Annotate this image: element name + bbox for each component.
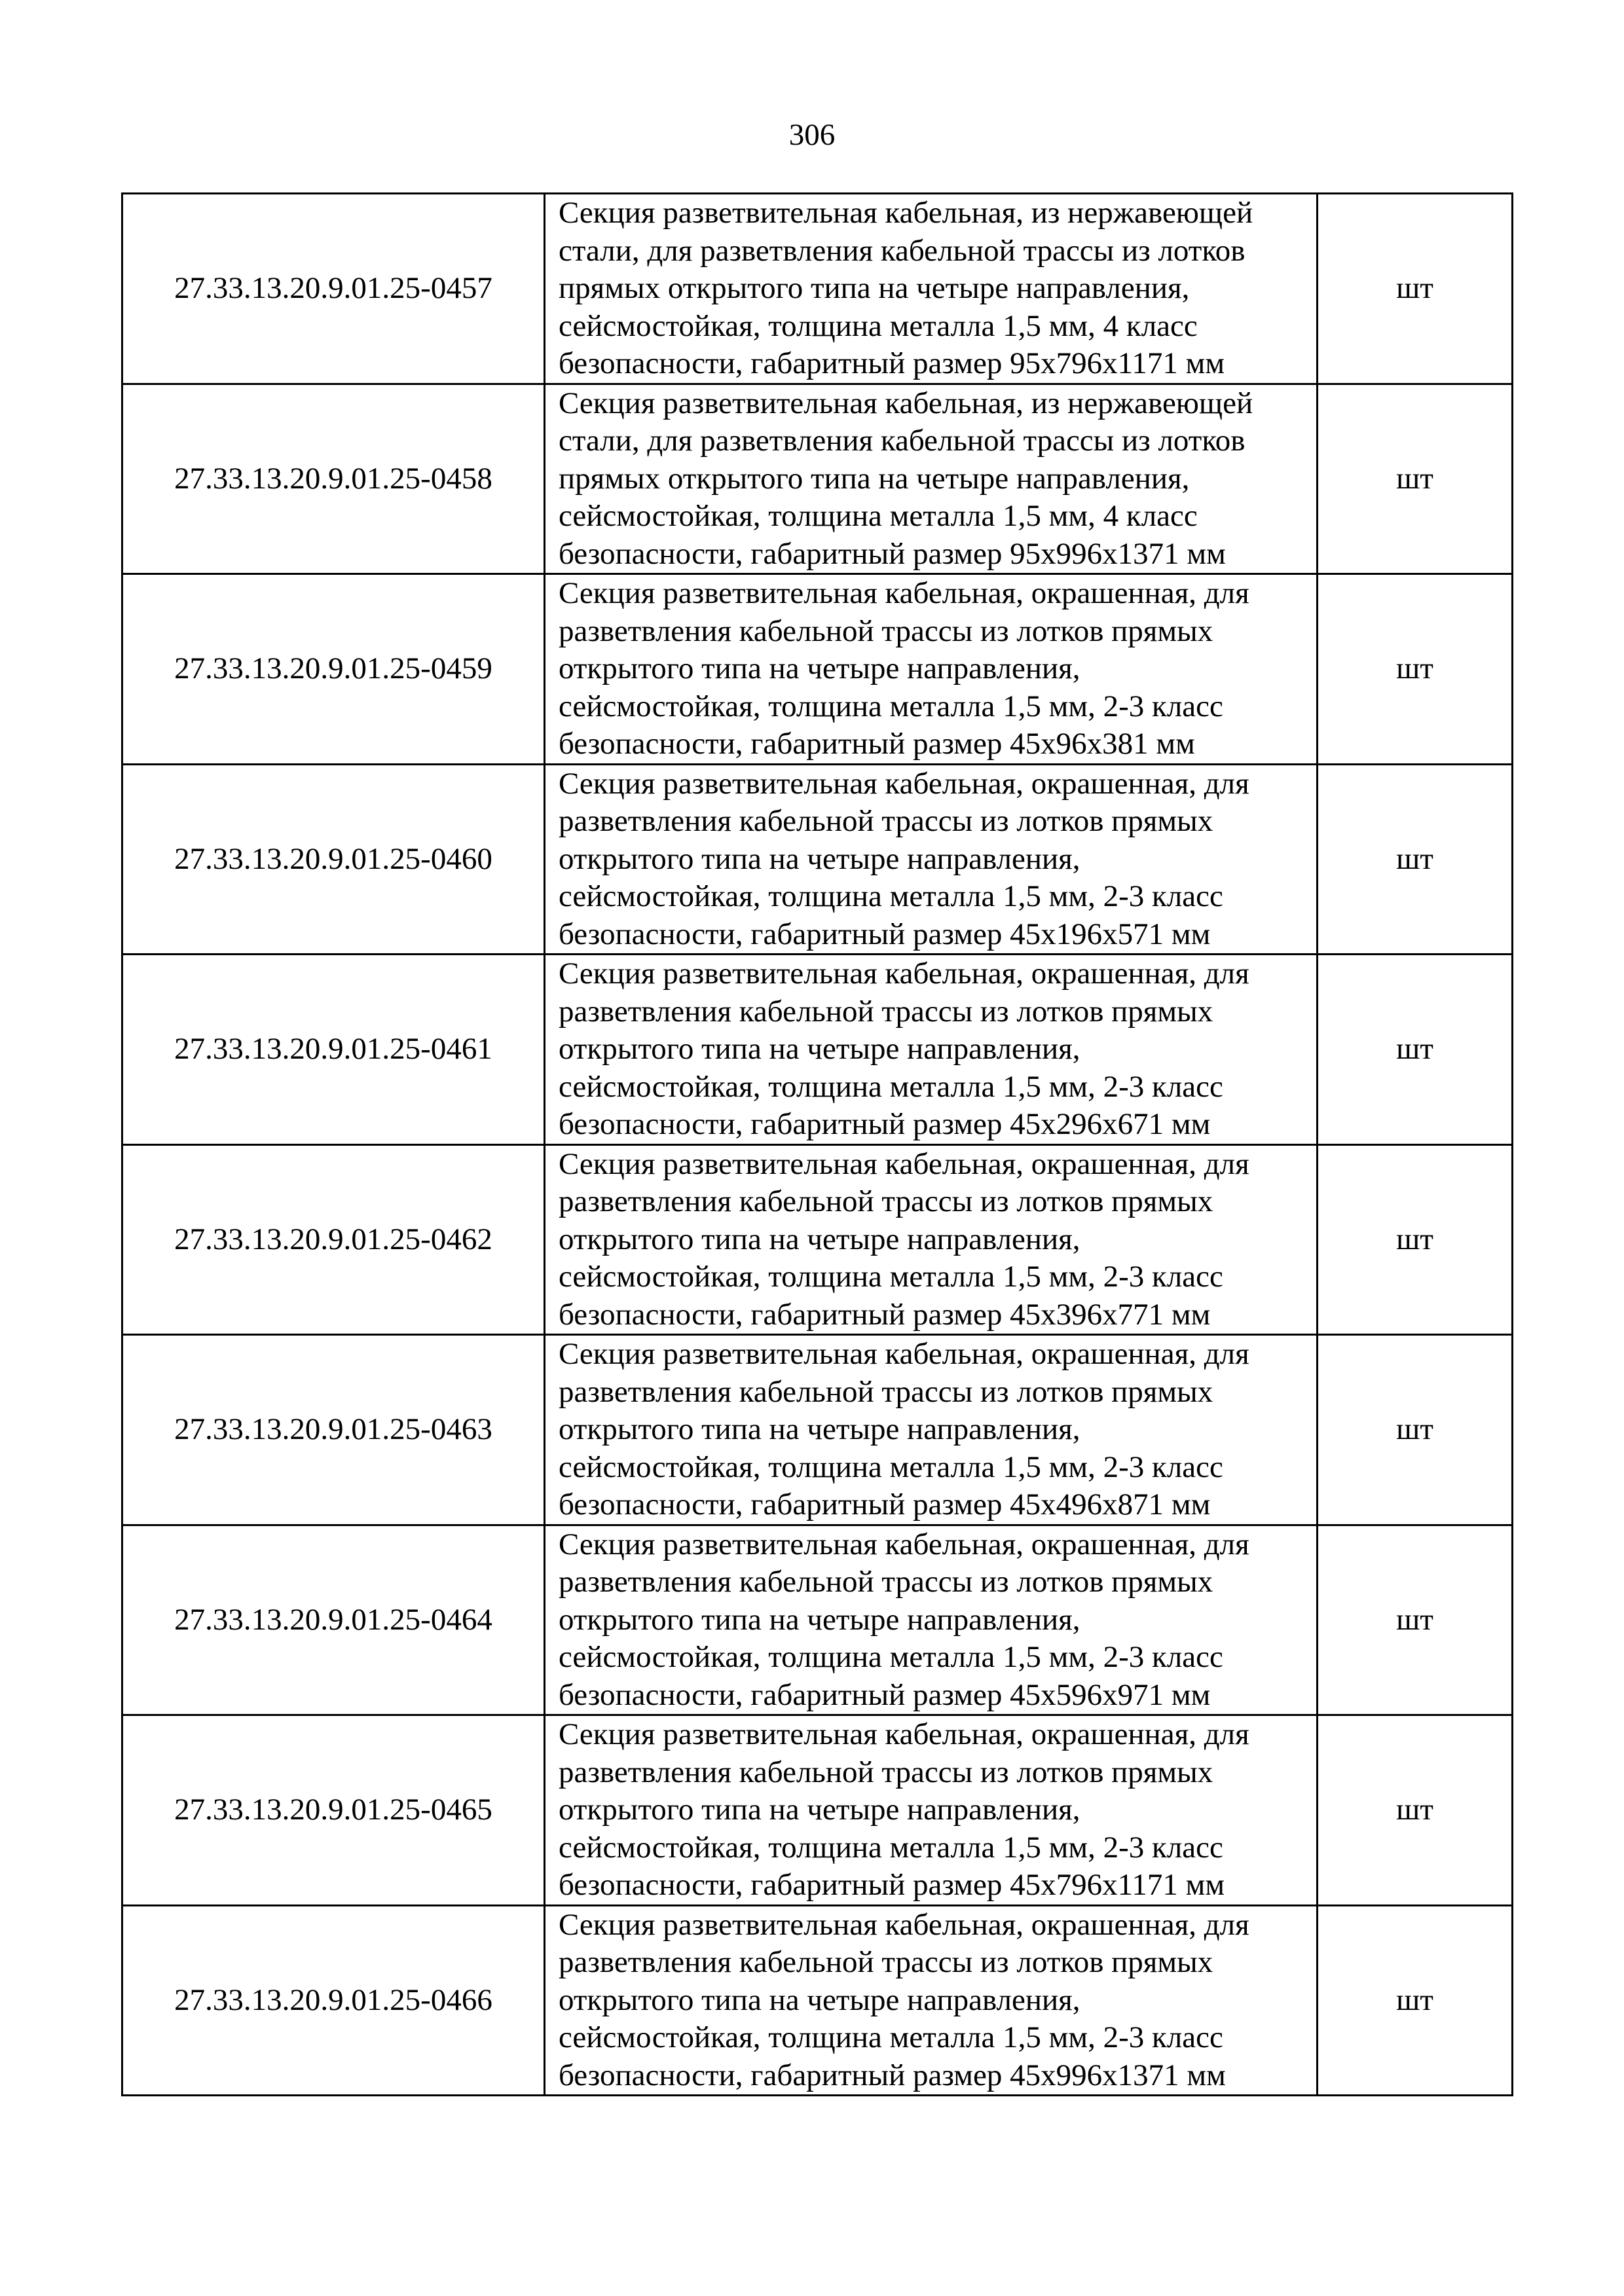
description-line: безопасности, габаритный размер 45х796х1171 мм bbox=[559, 1868, 1225, 1902]
description-line: Секция разветвительная кабельная, из нержавеющей bbox=[559, 196, 1253, 230]
unit-cell: шт bbox=[1318, 955, 1513, 1145]
description-line: сейсмостойкая, толщина металла 1,5 мм, 4 класс bbox=[559, 499, 1198, 533]
description-line: сейсмостойкая, толщина металла 1,5 мм, 2-3 класс bbox=[559, 879, 1223, 913]
resource-code-cell: 27.33.13.20.9.01.25-0458 bbox=[122, 384, 545, 574]
description-cell bbox=[545, 1905, 1318, 2096]
description-line: сейсмостойкая, толщина металла 1,5 мм, 2-3 класс bbox=[559, 1069, 1223, 1104]
description-line: безопасности, габаритный размер 45х996х1371 мм bbox=[559, 2058, 1226, 2092]
description-line: Секция разветвительная кабельная, окрашенная, для bbox=[559, 1907, 1249, 1942]
unit-cell: шт bbox=[1318, 1335, 1513, 1525]
description-line: Секция разветвительная кабельная, окрашенная, для bbox=[559, 766, 1249, 801]
description-line: Секция разветвительная кабельная, окрашенная, для bbox=[559, 1527, 1249, 1561]
resource-code-cell: 27.33.13.20.9.01.25-0465 bbox=[122, 1715, 545, 1906]
description-line: открытого типа на четыре направления, bbox=[559, 1222, 1080, 1256]
table-row bbox=[122, 955, 1513, 1145]
description-line: открытого типа на четыре направления, bbox=[559, 1793, 1080, 1827]
table-row bbox=[122, 764, 1513, 955]
description-line: стали, для разветвления кабельной трассы из лотков bbox=[559, 233, 1246, 268]
description-line: сейсмостойкая, толщина металла 1,5 мм, 2-3 класс bbox=[559, 1260, 1223, 1294]
description-line: безопасности, габаритный размер 45х396х771 мм bbox=[559, 1297, 1211, 1332]
description-line: безопасности, габаритный размер 95х796х1171 мм bbox=[559, 346, 1225, 380]
description-line: безопасности, габаритный размер 45х596х971 мм bbox=[559, 1677, 1211, 1712]
table-row bbox=[122, 1905, 1513, 2096]
description-line: разветвления кабельной трассы из лотков прямых bbox=[559, 1184, 1213, 1218]
description-line: безопасности, габаритный размер 45х296х671 мм bbox=[559, 1107, 1211, 1141]
description-cell bbox=[545, 1525, 1318, 1715]
description-cell bbox=[545, 955, 1318, 1145]
description-line: разветвления кабельной трассы из лотков прямых bbox=[559, 994, 1213, 1029]
description-line: безопасности, габаритный размер 45х196х571 мм bbox=[559, 917, 1211, 951]
table-body bbox=[122, 194, 1513, 2096]
description-line: открытого типа на четыре направления, bbox=[559, 1982, 1080, 2017]
description-cell bbox=[545, 764, 1318, 955]
description-line: разветвления кабельной трассы из лотков прямых bbox=[559, 804, 1213, 838]
specification-table bbox=[121, 192, 1513, 2096]
description-line: сейсмостойкая, толщина металла 1,5 мм, 2-3 класс bbox=[559, 1830, 1223, 1865]
resource-code-cell: 27.33.13.20.9.01.25-0463 bbox=[122, 1335, 545, 1525]
table-row bbox=[122, 384, 1513, 574]
description-line: безопасности, габаритный размер 45х496х871 мм bbox=[559, 1487, 1211, 1522]
description-line: сейсмостойкая, толщина металла 1,5 мм, 2-3 класс bbox=[559, 689, 1223, 723]
description-line: Секция разветвительная кабельная, окрашенная, для bbox=[559, 1146, 1249, 1181]
description-line: разветвления кабельной трассы из лотков прямых bbox=[559, 1565, 1213, 1599]
description-cell bbox=[545, 1144, 1318, 1335]
description-cell bbox=[545, 1335, 1318, 1525]
resource-code-cell: 27.33.13.20.9.01.25-0462 bbox=[122, 1144, 545, 1335]
description-line: разветвления кабельной трассы из лотков прямых bbox=[559, 1374, 1213, 1409]
unit-cell: шт bbox=[1318, 384, 1513, 574]
description-cell bbox=[545, 384, 1318, 574]
resource-code-cell: 27.33.13.20.9.01.25-0457 bbox=[122, 194, 545, 384]
unit-cell: шт bbox=[1318, 1905, 1513, 2096]
description-line: открытого типа на четыре направления, bbox=[559, 1032, 1080, 1066]
description-line: открытого типа на четыре направления, bbox=[559, 651, 1080, 685]
description-line: Секция разветвительная кабельная, окрашенная, для bbox=[559, 576, 1249, 610]
unit-cell: шт bbox=[1318, 764, 1513, 955]
description-line: открытого типа на четыре направления, bbox=[559, 1602, 1080, 1637]
description-line: Секция разветвительная кабельная, окрашенная, для bbox=[559, 1717, 1249, 1751]
description-line: стали, для разветвления кабельной трассы из лотков bbox=[559, 424, 1246, 458]
description-line: сейсмостойкая, толщина металла 1,5 мм, 2-3 класс bbox=[559, 2020, 1223, 2054]
description-line: безопасности, габаритный размер 45х96х381 мм bbox=[559, 727, 1195, 761]
resource-code-cell: 27.33.13.20.9.01.25-0466 bbox=[122, 1905, 545, 2096]
resource-code-cell: 27.33.13.20.9.01.25-0461 bbox=[122, 955, 545, 1145]
description-line: сейсмостойкая, толщина металла 1,5 мм, 4 класс bbox=[559, 308, 1198, 343]
table-row bbox=[122, 1525, 1513, 1715]
description-line: прямых открытого типа на четыре направления, bbox=[559, 461, 1190, 496]
resource-code-cell: 27.33.13.20.9.01.25-0459 bbox=[122, 574, 545, 765]
description-cell bbox=[545, 194, 1318, 384]
page-number: 306 bbox=[788, 118, 836, 152]
description-line: сейсмостойкая, толщина металла 1,5 мм, 2-3 класс bbox=[559, 1640, 1223, 1674]
description-line: открытого типа на четыре направления, bbox=[559, 841, 1080, 876]
description-line: открытого типа на четыре направления, bbox=[559, 1412, 1080, 1446]
table-row bbox=[122, 574, 1513, 765]
unit-cell: шт bbox=[1318, 574, 1513, 765]
resource-code-cell: 27.33.13.20.9.01.25-0464 bbox=[122, 1525, 545, 1715]
resource-code-cell: 27.33.13.20.9.01.25-0460 bbox=[122, 764, 545, 955]
description-line: Секция разветвительная кабельная, окрашенная, для bbox=[559, 957, 1249, 991]
table-row bbox=[122, 194, 1513, 384]
description-line: сейсмостойкая, толщина металла 1,5 мм, 2-3 класс bbox=[559, 1449, 1223, 1484]
table-row bbox=[122, 1144, 1513, 1335]
unit-cell: шт bbox=[1318, 1525, 1513, 1715]
description-cell bbox=[545, 1715, 1318, 1906]
description-cell bbox=[545, 574, 1318, 765]
description-line: Секция разветвительная кабельная, из нержавеющей bbox=[559, 386, 1253, 420]
description-line: безопасности, габаритный размер 95х996х1371 мм bbox=[559, 536, 1226, 571]
description-line: разветвления кабельной трассы из лотков прямых bbox=[559, 1945, 1213, 1979]
description-line: разветвления кабельной трассы из лотков прямых bbox=[559, 1755, 1213, 1789]
unit-cell: шт bbox=[1318, 194, 1513, 384]
description-line: прямых открытого типа на четыре направления, bbox=[559, 271, 1190, 305]
description-line: Секция разветвительная кабельная, окрашенная, для bbox=[559, 1337, 1249, 1371]
table-row bbox=[122, 1335, 1513, 1525]
unit-cell: шт bbox=[1318, 1715, 1513, 1906]
unit-cell: шт bbox=[1318, 1144, 1513, 1335]
description-line: разветвления кабельной трассы из лотков прямых bbox=[559, 613, 1213, 648]
table-row bbox=[122, 1715, 1513, 1906]
